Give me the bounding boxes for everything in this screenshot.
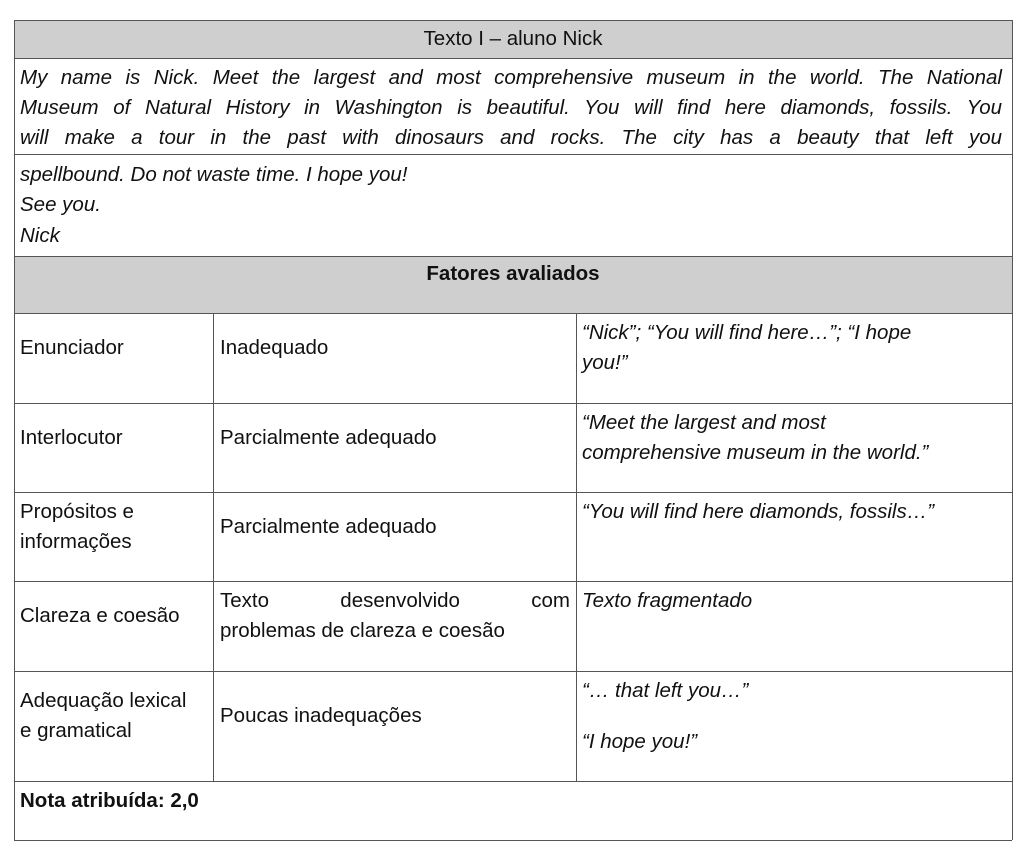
criterion-label: Clareza e coesão [20, 604, 180, 627]
evidence-text: comprehensive museum in the world.” [582, 441, 929, 464]
criterion-label: Propósitos e [20, 500, 134, 523]
row-divider [14, 313, 1012, 314]
evaluation-label: Texto desenvolvido com [220, 589, 570, 612]
evaluation-label: Poucas inadequações [220, 704, 422, 727]
criterion-label: e gramatical [20, 719, 132, 742]
row-divider [14, 154, 1012, 155]
evidence-text: you!” [582, 351, 628, 374]
page-title-text: Texto I – aluno Nick [423, 27, 603, 50]
student-text-line: will make a tour in the past with dinosaurs and rocks. The city has a beauty that left you [20, 126, 1002, 149]
evidence-text: Texto fragmentado [582, 589, 753, 612]
row-divider [14, 492, 1012, 493]
column-divider [213, 313, 214, 781]
student-text-line: Museum of Natural History in Washington is beautiful. You will find here diamonds, fossils. You [20, 96, 1002, 119]
evidence-text: “… that left you…” [582, 679, 749, 702]
row-divider [14, 671, 1012, 672]
criterion-label: Interlocutor [20, 426, 123, 449]
student-text-line: spellbound. Do not waste time. I hope you! [20, 163, 408, 186]
student-text-line: Nick [20, 224, 60, 247]
table-right-border [1012, 20, 1013, 840]
criterion-label: informações [20, 530, 132, 553]
student-text-line: My name is Nick. Meet the largest and most comprehensive museum in the world. The National [20, 66, 1002, 89]
row-divider [14, 781, 1012, 782]
row-divider [14, 256, 1012, 257]
factors-heading: Fatores avaliados [426, 262, 600, 285]
evidence-text: “Meet the largest and most [582, 411, 826, 434]
evidence-text: “Nick”; “You will find here…”; “I hope [582, 321, 912, 344]
row-divider [14, 403, 1012, 404]
row-divider [14, 58, 1012, 59]
row-divider [14, 581, 1012, 582]
evaluation-label: Parcialmente adequado [220, 426, 437, 449]
grade-label: Nota atribuída: 2,0 [20, 789, 199, 812]
criterion-label: Enunciador [20, 336, 124, 359]
evaluation-label: problemas de clareza e coesão [220, 619, 505, 642]
criterion-label: Adequação lexical [20, 689, 187, 712]
table-left-border [14, 20, 15, 840]
evidence-text: “You will find here diamonds, fossils…” [582, 500, 935, 523]
evaluation-label: Inadequado [220, 336, 329, 359]
row-divider [14, 840, 1012, 841]
evaluation-label: Parcialmente adequado [220, 515, 437, 538]
column-divider [576, 313, 577, 781]
student-text-line: See you. [20, 193, 101, 216]
evidence-text: “I hope you!” [582, 730, 698, 753]
page-title [14, 20, 1012, 58]
